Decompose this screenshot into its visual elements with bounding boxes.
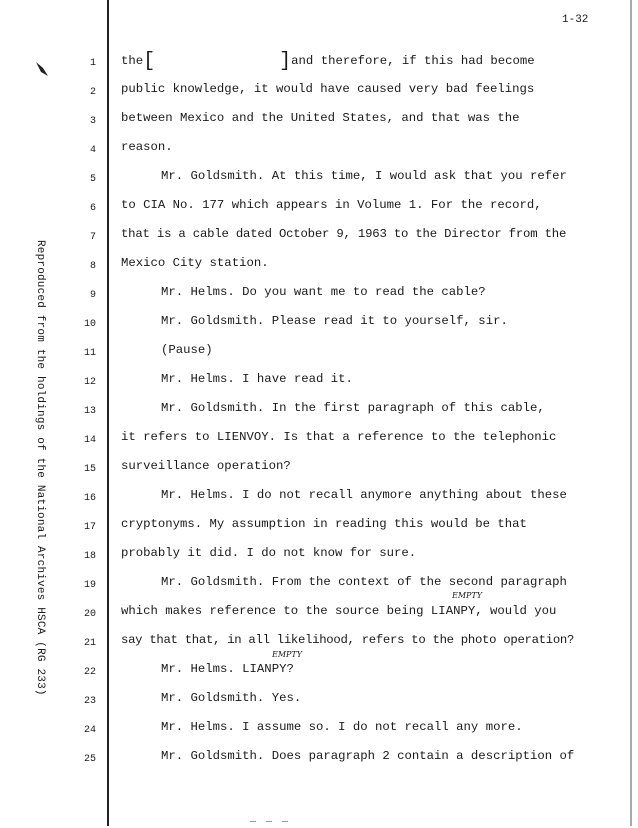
line-number: 18 bbox=[83, 551, 96, 562]
redaction-bracket-close: ] bbox=[279, 50, 292, 73]
line-number: 4 bbox=[89, 145, 96, 156]
line-text: surveillance operation? bbox=[121, 459, 291, 473]
transcript-line bbox=[0, 110, 638, 139]
line-text: probably it did. I do not know for sure. bbox=[121, 546, 417, 560]
transcript-line bbox=[0, 719, 638, 748]
transcript-line bbox=[0, 168, 638, 197]
line-text: it refers to LIENVOY. Is that a reference to the telephonic bbox=[121, 430, 557, 444]
line-text: reason. bbox=[121, 140, 173, 154]
line-text: that is a cable dated October 9, 1963 to the Director from the bbox=[121, 227, 567, 241]
transcript-line bbox=[0, 690, 638, 719]
line-number: 22 bbox=[83, 667, 96, 678]
line-text: Mr. Goldsmith. At this time, I would ask that you refer bbox=[161, 169, 567, 183]
transcript-line bbox=[0, 661, 638, 690]
archive-side-note: Reproduced from the holdings of the National Archives HSCA (RG 233) bbox=[34, 240, 46, 696]
transcript-line bbox=[0, 632, 638, 661]
transcript-line bbox=[0, 516, 638, 545]
line-number: 13 bbox=[83, 406, 96, 417]
transcript-line bbox=[0, 226, 638, 255]
line-text: Mr. Helms. I have read it. bbox=[161, 372, 353, 386]
line-text: public knowledge, it would have caused very bad feelings bbox=[121, 82, 535, 96]
line-text: Mr. Goldsmith. Yes. bbox=[161, 691, 302, 705]
line-number: 1 bbox=[89, 58, 96, 69]
line-text: to CIA No. 177 which appears in Volume 1. For the record, bbox=[121, 198, 542, 212]
line-number: 3 bbox=[89, 116, 96, 127]
transcript-line bbox=[0, 371, 638, 400]
line-text: Mr. Helms. LIANPY? bbox=[161, 662, 294, 676]
line-text-start: the bbox=[121, 54, 144, 68]
handwritten-annotation: EMPTY bbox=[452, 591, 483, 600]
line-text: Mr. Goldsmith. Please read it to yourself, sir. bbox=[161, 314, 508, 328]
line-text: Mr. Helms. I do not recall anymore anything about these bbox=[161, 488, 567, 502]
line-number: 7 bbox=[89, 232, 96, 243]
handwritten-annotation: EMPTY bbox=[272, 650, 303, 659]
transcript-line bbox=[0, 342, 638, 371]
transcript-line bbox=[0, 429, 638, 458]
transcript-line bbox=[0, 603, 638, 632]
line-number: 21 bbox=[83, 638, 96, 649]
line-text: Mr. Helms. Do you want me to read the cable? bbox=[161, 285, 486, 299]
page-number: 1-32 bbox=[562, 14, 589, 26]
line-text: (Pause) bbox=[161, 343, 213, 357]
redaction-bracket-open: [ bbox=[143, 50, 156, 73]
line-text: Mr. Goldsmith. Does paragraph 2 contain a description of bbox=[161, 749, 575, 763]
line-number: 15 bbox=[83, 464, 96, 475]
transcript-line bbox=[0, 81, 638, 110]
transcript-line bbox=[0, 487, 638, 516]
line-number: 17 bbox=[83, 522, 96, 533]
line-text: Mexico City station. bbox=[121, 256, 269, 270]
line-text: which makes reference to the source being LIANPY, would you bbox=[121, 604, 557, 618]
footer-stamp-fragment: — — — bbox=[250, 817, 291, 828]
transcript-line bbox=[0, 139, 638, 168]
line-number: 10 bbox=[83, 319, 96, 330]
line-number: 20 bbox=[83, 609, 96, 620]
line-text: cryptonyms. My assumption in reading this would be that bbox=[121, 517, 527, 531]
line-number: 19 bbox=[83, 580, 96, 591]
line-number: 2 bbox=[89, 87, 96, 98]
line-text: Mr. Goldsmith. From the context of the second paragraph bbox=[161, 575, 567, 589]
line-number: 6 bbox=[89, 203, 96, 214]
line-text: say that that, in all likelihood, refers to the photo operation? bbox=[121, 633, 575, 647]
transcript-line bbox=[0, 255, 638, 284]
line-number: 25 bbox=[83, 754, 96, 765]
line-number: 24 bbox=[83, 725, 96, 736]
line-number: 8 bbox=[89, 261, 96, 272]
line-number: 12 bbox=[83, 377, 96, 388]
line-number: 11 bbox=[83, 348, 96, 359]
line-text bbox=[121, 50, 535, 73]
line-text-end: and therefore, if this had become bbox=[291, 54, 535, 68]
line-text: Mr. Helms. I assume so. I do not recall any more. bbox=[161, 720, 523, 734]
transcript-line bbox=[0, 458, 638, 487]
line-text: Mr. Goldsmith. In the first paragraph of this cable, bbox=[161, 401, 545, 415]
transcript-line bbox=[0, 313, 638, 342]
line-number: 23 bbox=[83, 696, 96, 707]
transcript-line bbox=[0, 574, 638, 603]
transcript-line bbox=[0, 197, 638, 226]
line-number: 9 bbox=[89, 290, 96, 301]
line-number: 16 bbox=[83, 493, 96, 504]
transcript-line bbox=[0, 748, 638, 777]
transcript-line bbox=[0, 284, 638, 313]
transcript-line bbox=[0, 52, 638, 81]
line-text: between Mexico and the United States, and that was the bbox=[121, 111, 520, 125]
line-number: 14 bbox=[83, 435, 96, 446]
transcript-line bbox=[0, 400, 638, 429]
line-number: 5 bbox=[89, 174, 96, 185]
transcript-line bbox=[0, 545, 638, 574]
